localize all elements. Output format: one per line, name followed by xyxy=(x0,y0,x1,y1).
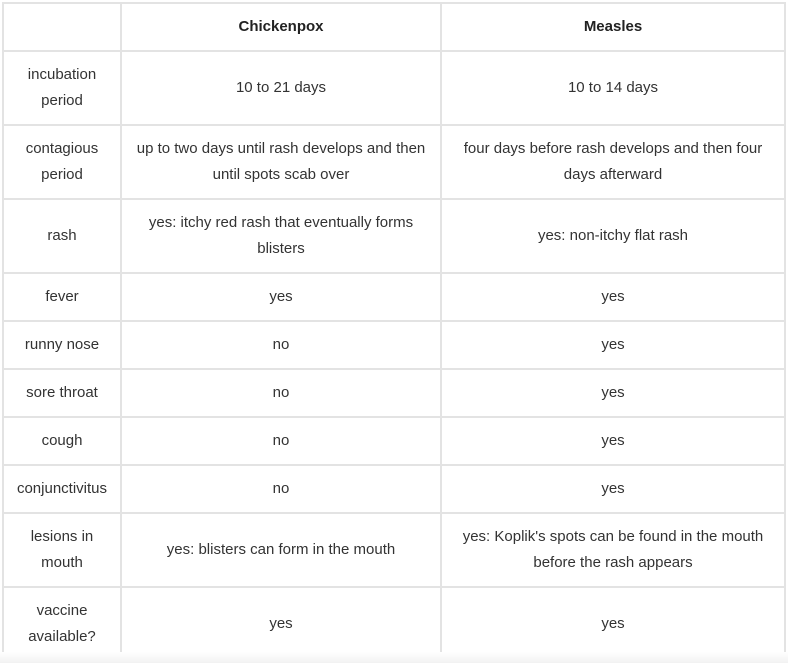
table-row-conjunctivitus xyxy=(3,465,785,513)
chickenpox-cell: no xyxy=(121,369,441,417)
measles-cell: yes: non-itchy flat rash xyxy=(441,199,785,273)
row-label: rash xyxy=(3,199,121,273)
table-row-rash xyxy=(3,199,785,273)
row-label: sore throat xyxy=(3,369,121,417)
measles-cell: four days before rash develops and then four days afterward xyxy=(441,125,785,199)
measles-cell: yes xyxy=(441,369,785,417)
table-row-lesions-in-mouth xyxy=(3,513,785,587)
row-label: vaccine available? xyxy=(3,587,121,661)
row-label: cough xyxy=(3,417,121,465)
chickenpox-cell: 10 to 21 days xyxy=(121,51,441,125)
row-label: fever xyxy=(3,273,121,321)
chickenpox-cell: yes: itchy red rash that eventually forms blisters xyxy=(121,199,441,273)
table-row-contagious-period xyxy=(3,125,785,199)
measles-cell: 10 to 14 days xyxy=(441,51,785,125)
chickenpox-cell: no xyxy=(121,465,441,513)
comparison-table xyxy=(2,2,786,662)
measles-cell: yes xyxy=(441,465,785,513)
measles-cell: yes xyxy=(441,321,785,369)
row-label: lesions in mouth xyxy=(3,513,121,587)
chickenpox-cell: no xyxy=(121,417,441,465)
measles-cell: yes xyxy=(441,587,785,661)
chickenpox-cell: yes xyxy=(121,273,441,321)
table-row-vaccine-available xyxy=(3,587,785,661)
row-label: conjunctivitus xyxy=(3,465,121,513)
table-row-incubation-period xyxy=(3,51,785,125)
table-row-sore-throat xyxy=(3,369,785,417)
chickenpox-cell: yes xyxy=(121,587,441,661)
table-row-cough xyxy=(3,417,785,465)
row-label: runny nose xyxy=(3,321,121,369)
row-label: incubation period xyxy=(3,51,121,125)
chickenpox-cell: up to two days until rash develops and then until spots scab over xyxy=(121,125,441,199)
chickenpox-cell: yes: blisters can form in the mouth xyxy=(121,513,441,587)
measles-cell: yes xyxy=(441,417,785,465)
header-measles: Measles xyxy=(441,3,785,51)
bottom-fade xyxy=(0,652,788,663)
table-row-fever xyxy=(3,273,785,321)
header-empty-cell xyxy=(3,3,121,51)
measles-cell: yes xyxy=(441,273,785,321)
header-chickenpox: Chickenpox xyxy=(121,3,441,51)
measles-cell: yes: Koplik's spots can be found in the mouth before the rash appears xyxy=(441,513,785,587)
table-row-runny-nose xyxy=(3,321,785,369)
chickenpox-cell: no xyxy=(121,321,441,369)
row-label: contagious period xyxy=(3,125,121,199)
header-row xyxy=(3,3,785,51)
